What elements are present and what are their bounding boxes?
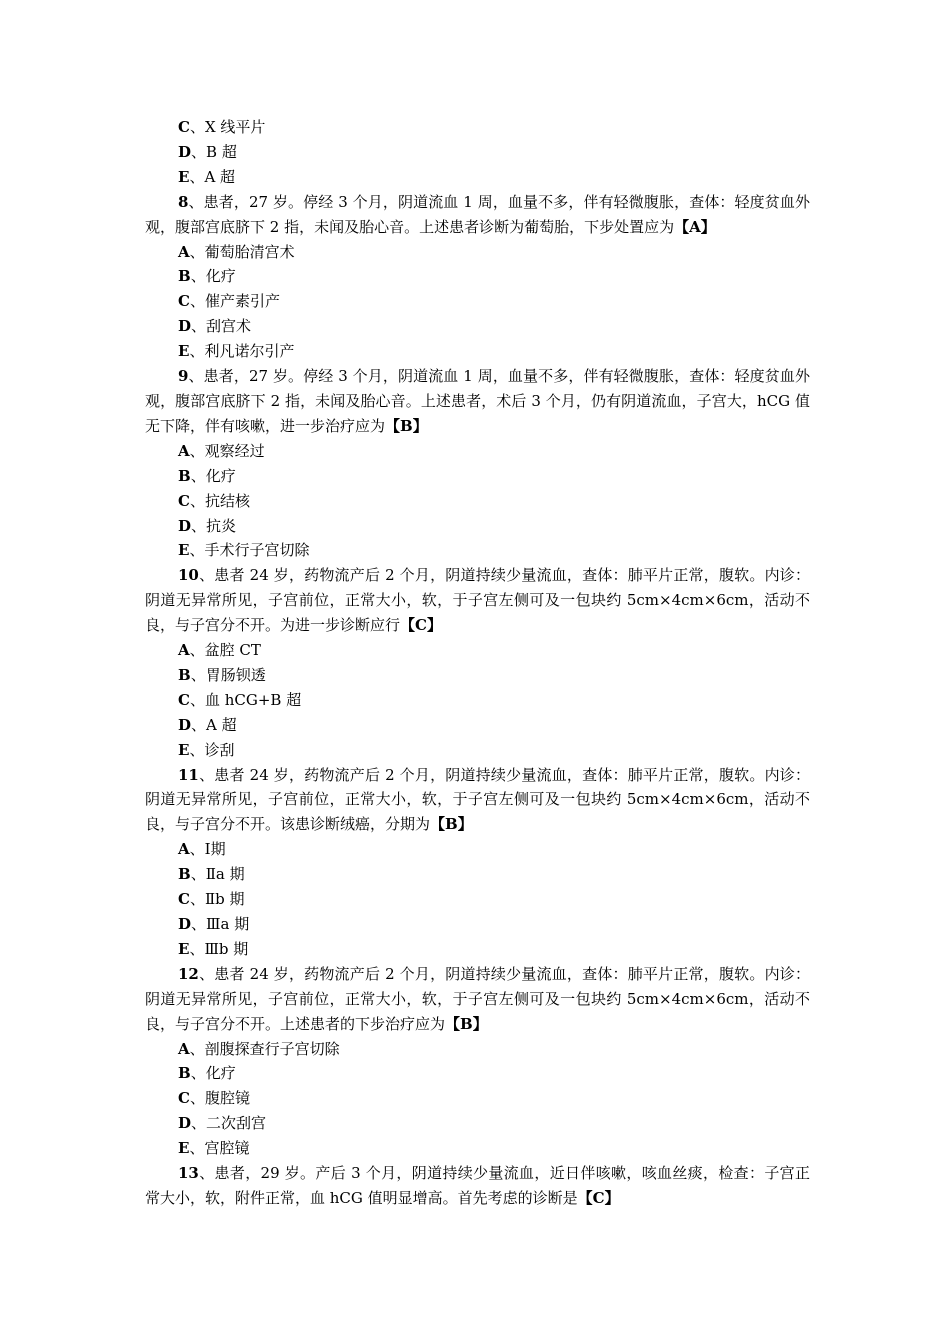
option-key: C — [178, 890, 190, 909]
question-number: 10 — [178, 566, 199, 585]
question-stem: 13、患者，29 岁。产后 3 个月，阴道持续少量流血，近日伴咳嗽，咳血丝痰，检查：子宫正常大小，软，附件正常，血 hCG 值明显增高。首先考虑的诊断是【C】 — [145, 1164, 810, 1207]
question-number: 13 — [178, 1164, 199, 1183]
option-key: A — [178, 641, 190, 660]
option-line: B、化疗 — [178, 1064, 236, 1083]
option-text: 化疗 — [205, 1064, 236, 1083]
option-key: B — [178, 1064, 191, 1083]
answer-key: 【A】 — [674, 217, 716, 236]
question-text: 患者 24 岁，药物流产后 2 个月，阴道持续少量流血，查体：肺平片正常，腹软。内诊：阴道无异常所见，子宫前位，正常大小，软，于子宫左侧可及一包块约 5cm×4cm×6cm，活动不良，与子宫分不开。该患诊断绒癌，分期为 — [145, 765, 810, 834]
question-text: 患者 24 岁，药物流产后 2 个月，阴道持续少量流血，查体：肺平片正常，腹软。内诊：阴道无异常所见，子宫前位，正常大小，软，于子宫左侧可及一包块约 5cm×4cm×6cm，活动不良，与子宫分不开。为进一步诊断应行 — [145, 566, 810, 635]
question-11 — [145, 763, 810, 838]
question-10-options — [145, 638, 810, 763]
option-text: 催产素引产 — [204, 292, 280, 311]
option-text: Ⅰ期 — [204, 840, 226, 859]
option-key: D — [178, 516, 192, 535]
option-line: C、抗结核 — [178, 491, 250, 510]
option-key: C — [178, 1089, 190, 1108]
option-key: A — [178, 441, 190, 460]
option-text: 盆腔 CT — [204, 641, 261, 660]
option-key: B — [178, 665, 191, 684]
option-text: 刮宫术 — [206, 317, 252, 336]
option-line: B、化疗 — [178, 267, 236, 286]
option-line: C、血 hCG+B 超 — [178, 690, 302, 709]
option-key: D — [178, 915, 192, 933]
question-9-options — [145, 439, 810, 564]
option-text: 化疗 — [205, 466, 236, 485]
option-key: C — [178, 690, 190, 709]
option-line: E、A 超 — [178, 167, 236, 186]
option-key: C — [178, 491, 190, 510]
question-11-options — [145, 837, 810, 962]
option-key: E — [178, 740, 190, 759]
option-text: 血 hCG+B 超 — [204, 690, 302, 709]
option-key: B — [178, 865, 191, 884]
option-line: E、诊刮 — [178, 740, 235, 759]
answer-key: 【C】 — [577, 1188, 620, 1207]
option-text: 剖腹探查行子宫切除 — [204, 1039, 340, 1058]
option-line: E、手术行子宫切除 — [178, 541, 310, 560]
option-line: D、二次刮宫 — [178, 1114, 267, 1133]
question-stem: 11、患者 24 岁，药物流产后 2 个月，阴道持续少量流血，查体：肺平片正常，腹软。内诊：阴道无异常所见，子宫前位，正常大小，软，于子宫左侧可及一包块约 5cm×4cm×6cm，活动不良，与子宫分不开。该患诊断绒癌，分期为【B】 — [145, 765, 810, 834]
option-line: B、Ⅱa 期 — [178, 865, 245, 884]
question-number: 9 — [178, 367, 189, 386]
question-number: 12 — [178, 964, 199, 983]
option-key: C — [178, 118, 190, 136]
option-line: D、刮宫术 — [178, 317, 252, 336]
question-text: 患者，27 岁。停经 3 个月，阴道流血 1 周，血量不多，伴有轻微腹胀，查体：轻度贫血外观，腹部宫底脐下 2 指，未闻及胎心音。上述患者诊断为葡萄胎，下步处置应为 — [145, 192, 810, 236]
option-key: D — [178, 715, 192, 734]
option-line: A、观察经过 — [178, 441, 265, 460]
option-key: C — [178, 292, 190, 311]
option-line: C、Ⅱb 期 — [178, 890, 245, 909]
option-key: E — [178, 541, 190, 560]
option-line: E、利凡诺尔引产 — [178, 342, 295, 361]
question-stem: 8、患者，27 岁。停经 3 个月，阴道流血 1 周，血量不多，伴有轻微腹胀，查体：轻度贫血外观，腹部宫底脐下 2 指，未闻及胎心音。上述患者诊断为葡萄胎，下步处置应为【A】 — [145, 192, 810, 236]
option-text: B 超 — [206, 142, 237, 161]
option-line: E、宫腔镜 — [178, 1139, 250, 1158]
question-7-options — [145, 115, 810, 190]
option-line: E、Ⅲb 期 — [178, 939, 249, 958]
option-text: 胃肠钡透 — [205, 665, 266, 684]
question-number: 8 — [178, 192, 189, 211]
option-text: 抗结核 — [204, 491, 250, 510]
question-stem: 12、患者 24 岁，药物流产后 2 个月，阴道持续少量流血，查体：肺平片正常，腹软。内诊：阴道无异常所见，子宫前位，正常大小，软，于子宫左侧可及一包块约 5cm×4cm×6cm，活动不良，与子宫分不开。上述患者的下步治疗应为【B】 — [145, 964, 810, 1033]
option-line: A、Ⅰ期 — [178, 840, 226, 859]
option-line: D、B 超 — [178, 142, 237, 161]
option-line: C、催产素引产 — [178, 292, 280, 311]
question-9 — [145, 364, 810, 439]
question-10 — [145, 563, 810, 638]
question-text: 患者，29 岁。产后 3 个月，阴道持续少量流血，近日伴咳嗽，咳血丝痰，检查：子宫正常大小，软，附件正常，血 hCG 值明显增高。首先考虑的诊断是 — [145, 1164, 810, 1207]
document-page — [145, 115, 810, 1211]
option-key: A — [178, 1039, 190, 1058]
question-text: 患者 24 岁，药物流产后 2 个月，阴道持续少量流血，查体：肺平片正常，腹软。内诊：阴道无异常所见，子宫前位，正常大小，软，于子宫左侧可及一包块约 5cm×4cm×6cm，活动不良，与子宫分不开。上述患者的下步治疗应为 — [145, 964, 810, 1033]
question-stem: 9、患者，27 岁。停经 3 个月，阴道流血 1 周，血量不多，伴有轻微腹胀，查体：轻度贫血外观，腹部宫底脐下 2 指，未闻及胎心音。上述患者，术后 3 个月，仍有阴道流血，子宫大，hCG 值无下降，伴有咳嗽，进一步治疗应为【B】 — [145, 367, 810, 435]
question-13 — [145, 1161, 810, 1211]
question-12 — [145, 962, 810, 1037]
option-text: 手术行子宫切除 — [204, 541, 310, 560]
option-key: E — [178, 342, 190, 361]
option-line: D、抗炎 — [178, 516, 237, 535]
question-12-options — [145, 1037, 810, 1162]
option-text: Ⅱb 期 — [204, 890, 245, 909]
option-key: B — [178, 466, 191, 485]
option-text: 抗炎 — [206, 516, 237, 535]
answer-key: 【C】 — [400, 616, 442, 635]
option-line: A、剖腹探查行子宫切除 — [178, 1039, 340, 1058]
option-text: 宫腔镜 — [204, 1139, 250, 1158]
option-text: Ⅲa 期 — [206, 915, 250, 933]
option-key: A — [178, 840, 190, 859]
option-key: E — [178, 167, 190, 186]
question-text: 患者，27 岁。停经 3 个月，阴道流血 1 周，血量不多，伴有轻微腹胀，查体：轻度贫血外观，腹部宫底脐下 2 指，未闻及胎心音。上述患者，术后 3 个月，仍有阴道流血，子宫大，hCG 值无下降，伴有咳嗽，进一步治疗应为 — [145, 367, 810, 435]
answer-key: 【B】 — [445, 1014, 488, 1033]
option-line: C、X 线平片 — [178, 118, 266, 136]
answer-key: 【B】 — [385, 416, 428, 435]
option-text: 腹腔镜 — [204, 1089, 250, 1108]
question-8-options — [145, 240, 810, 365]
question-number: 11 — [178, 765, 199, 784]
option-text: Ⅱa 期 — [205, 865, 245, 884]
option-line: B、化疗 — [178, 466, 236, 485]
option-key: E — [178, 1139, 190, 1158]
option-text: 二次刮宫 — [206, 1114, 267, 1133]
option-text: 利凡诺尔引产 — [204, 342, 295, 361]
option-text: 观察经过 — [204, 441, 265, 460]
option-text: 葡萄胎清宫术 — [204, 242, 295, 261]
option-text: Ⅲb 期 — [204, 939, 249, 958]
option-text: 诊刮 — [204, 740, 235, 759]
option-key: A — [178, 242, 190, 261]
option-text: A 超 — [206, 715, 237, 734]
option-line: B、胃肠钡透 — [178, 665, 266, 684]
option-key: D — [178, 142, 192, 161]
option-line: A、盆腔 CT — [178, 641, 261, 660]
option-text: 化疗 — [205, 267, 236, 286]
question-stem: 10、患者 24 岁，药物流产后 2 个月，阴道持续少量流血，查体：肺平片正常，腹软。内诊：阴道无异常所见，子宫前位，正常大小，软，于子宫左侧可及一包块约 5cm×4cm×6cm，活动不良，与子宫分不开。为进一步诊断应行【C】 — [145, 566, 810, 635]
answer-key: 【B】 — [430, 815, 473, 834]
option-key: D — [178, 317, 192, 336]
question-8 — [145, 190, 810, 240]
option-line: A、葡萄胎清宫术 — [178, 242, 295, 261]
option-line: C、腹腔镜 — [178, 1089, 250, 1108]
option-key: D — [178, 1114, 192, 1133]
option-line: D、Ⅲa 期 — [178, 915, 250, 933]
option-line: D、A 超 — [178, 715, 237, 734]
option-text: X 线平片 — [204, 118, 266, 136]
option-key: E — [178, 939, 190, 958]
option-key: B — [178, 267, 191, 286]
option-text: A 超 — [204, 167, 236, 186]
